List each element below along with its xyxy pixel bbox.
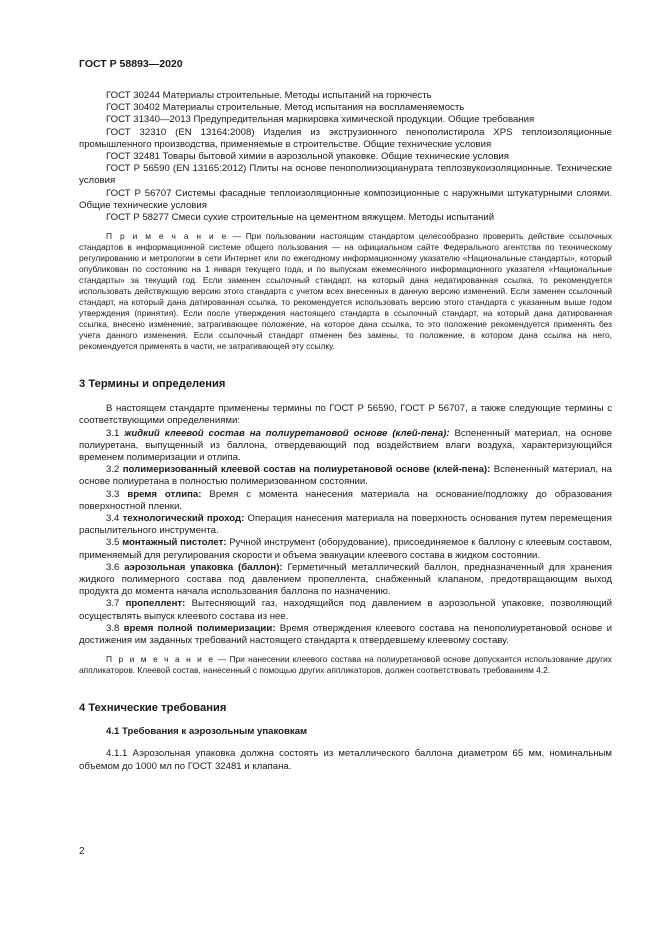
note-text: — При нанесении клеевого состава на полиуретановой основе допускается использование других аппликаторов. Клеевой состав, нанесенный с помощью других аппликаторов, должен соответствовать требованиям 4.2. — [79, 654, 612, 676]
term-text: Герметичный металлический баллон, предназначенный для хранения жидкого полимерного состава под давлением пропеллента, снабженный клапаном, предотвращающим выход продукта до момента начала использования баллона по назначению. — [79, 561, 612, 598]
reference-item: ГОСТ Р 56707 Системы фасадные теплоизоляционные композиционные с наружными штукатурными слоями. Общие технические условия — [79, 187, 612, 211]
term-text: Ручной инструмент (оборудование), присоединяемое к баллону с клеевым составом, применяемый для регулирования скорости и объема эвакуации клеевого состава в жидком состоянии. — [79, 537, 612, 561]
term-definition — [79, 489, 612, 513]
term-text: Время отверждения клеевого состава на пенополиуретановой основе и достижения им заданных требований настоящего стандарта к отвердевшему клеевому составу. — [79, 622, 612, 647]
term-number: 3.8 — [106, 622, 124, 634]
reference-item: ГОСТ 30402 Материалы строительные. Метод испытания на воспламеняемость — [106, 102, 465, 114]
section-3-title: 3 Термины и определения — [79, 378, 226, 391]
term-name: аэрозольная упаковка (баллон): — [124, 561, 283, 573]
term-number: 3.1 — [106, 427, 125, 439]
term-text: Время с момента нанесения материала на основание/подложку до образования поверхностной пленки. — [79, 488, 612, 512]
paragraph-4-1-1: 4.1.1 Аэрозольная упаковка должна состоять из металлического баллона диаметром 65 мм, номинальным объемом до 1000 мл по ГОСТ 32481 и клапана. — [79, 748, 612, 772]
term-number: 3.3 — [106, 488, 128, 500]
page-content — [79, 90, 612, 773]
term-number: 3.7 — [106, 598, 126, 610]
term-name: жидкий клеевой состав на полиуретановой основе (клей-пена): — [124, 427, 450, 439]
subsection-4-1-title: 4.1 Требования к аэрозольным упаковкам — [106, 726, 308, 738]
reference-item: ГОСТ Р 58277 Смеси сухие строительные на цементном вяжущем. Методы испытаний — [106, 212, 495, 224]
term-name: время отлипа: — [127, 488, 202, 500]
term-definition — [79, 513, 612, 537]
reference-item: ГОСТ 32310 (EN 13164:2008) Изделия из экструзионного пенополистирола XPS теплоизоляционные промышленного производства, применяемые в строительстве. Общие технические условия — [79, 126, 612, 150]
term-number: 3.2 — [106, 464, 123, 476]
term-number: 3.4 — [106, 513, 123, 525]
term-name: монтажный пистолет: — [122, 537, 227, 549]
term-definition — [79, 562, 612, 599]
references-note — [79, 231, 612, 352]
reference-item: ГОСТ 30244 Материалы строительные. Методы испытаний на горючесть — [106, 90, 432, 101]
term-number: 3.6 — [106, 561, 125, 573]
note-label: П р и м е ч а н и е — [106, 654, 215, 665]
document-id-header: ГОСТ Р 58893—2020 — [79, 58, 183, 70]
reference-item: ГОСТ 32481 Товары бытовой химии в аэрозольной упаковке. Общие технические условия — [106, 151, 509, 163]
term-definition — [79, 428, 612, 465]
page-number: 2 — [79, 846, 85, 857]
reference-item: ГОСТ 31340—2013 Предупредительная маркировка химической продукции. Общие требования — [106, 114, 535, 126]
term-number: 3.5 — [106, 537, 123, 549]
term-text: Вспененный материал, на основе полиуретана, выпущенный из баллона, отвердевающий под воздействием влаги воздуха, характеризующийся временем полимеризации и отлипа. — [79, 427, 612, 464]
reference-list — [79, 90, 612, 224]
term-name: пропеллент: — [125, 598, 186, 610]
reference-item: ГОСТ Р 56590 (EN 13165:2012) Плиты на основе пенополиизоцианурата теплозвукоизоляционные. Технические условия — [79, 163, 612, 187]
term-definition — [79, 598, 612, 622]
note-label: П р и м е ч а н и е — [106, 231, 228, 242]
term-text: Вспененный материал, на основе полиуретана в полностью полимеризованном состоянии. — [79, 464, 612, 488]
section-4-title: 4 Технические требования — [79, 702, 227, 715]
term-definition — [79, 537, 612, 561]
note-text: — При пользовании настоящим стандартом целесообразно проверить действие ссылочных стандартов в информационной системе общего пользования — на официальном сайте Федерального агентства по техническому регулированию и метрологии в сети Интернет или по ежегодному информационному указателю «Национальные стандарты», который опубликован по состоянию на 1 января текущего года, и по выпускам ежемесячного информационного указателя «Национальные стандарты» за текущий год. Если заменен ссылочный стандарт, на который дана недатированная ссылка, то рекомендуется использовать действующую версию этого стандарта с учетом всех внесенных в данную версию изменений. Если заменен ссылочный стандарт, на который дана датированная ссылка, то рекомендуется использовать версию этого стандарта с указанным выше годом утверждения (принятия). Если после утверждения настоящего стандарта в ссылочный стандарт, на который дана датированная ссылка, внесено изменение, затрагивающее положение, на которое дана ссылка, то это положение рекомендуется применять без учета данного изменения. Если ссылочный стандарт отменен без замены, то положение, в котором дана ссылка на него, рекомендуется применять в части, не затрагивающей эту ссылку. — [79, 231, 612, 352]
term-text: Операция нанесения материала на поверхность основания путем перемещения распылительного инструмента. — [79, 513, 612, 537]
term-name: время полной полимеризации: — [123, 622, 276, 634]
terms-list — [79, 428, 612, 648]
term-definition — [79, 464, 612, 488]
term-name: полимеризованный клеевой состав на полиуретановой основе (клей-пена): — [122, 464, 491, 476]
section-3-note — [79, 654, 612, 676]
term-name: технологический проход: — [122, 513, 245, 525]
term-definition — [79, 623, 612, 647]
section-3-intro: В настоящем стандарте применены термины по ГОСТ Р 56590, ГОСТ Р 56707, а также следующие термины с соответствующими определениями: — [79, 403, 612, 427]
term-text: Вытесняющий газ, находящийся под давлением в аэрозольной упаковке, позволяющий осуществлять выпуск клеевого состава из нее. — [79, 598, 612, 622]
